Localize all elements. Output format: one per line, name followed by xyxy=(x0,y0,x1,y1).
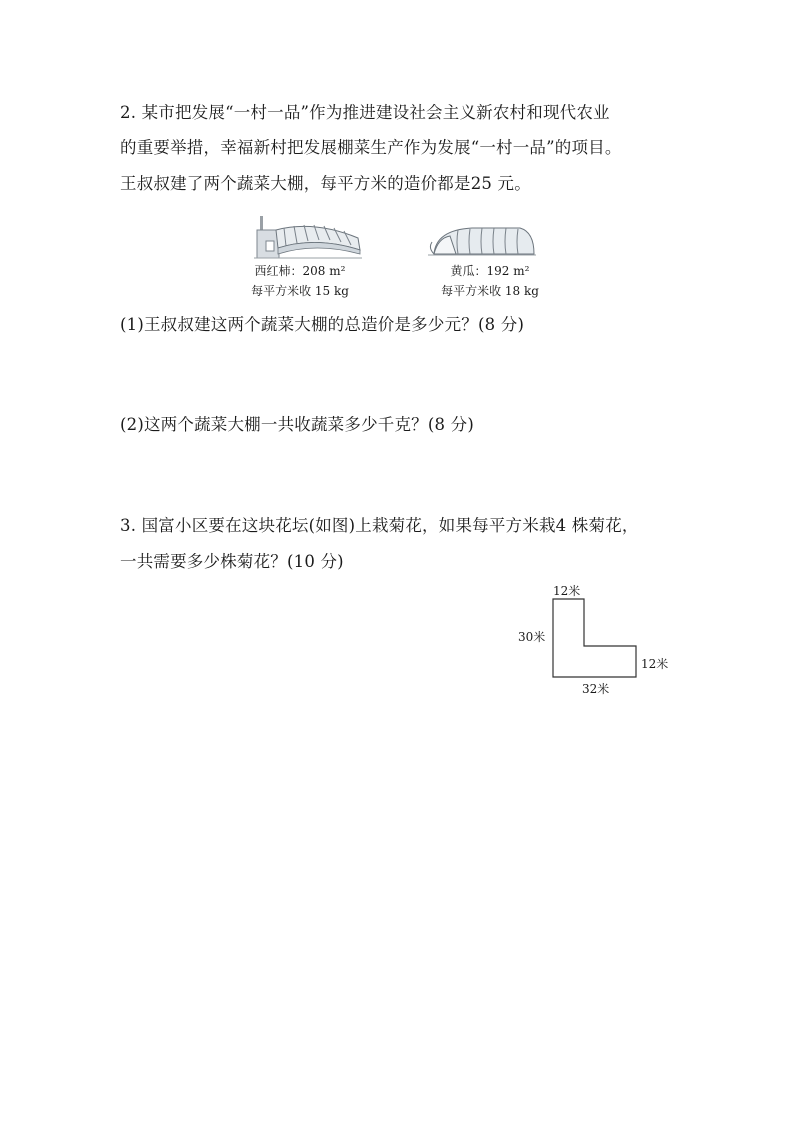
q2-text-line-2: 的重要举措，幸福新村把发展棚菜生产作为发展“一村一品”的项目。 xyxy=(120,138,622,157)
cucumber-area-caption: 黄瓜：192 m² xyxy=(450,264,530,278)
greenhouse-icon xyxy=(254,214,364,260)
top-width-label: 12米 xyxy=(553,584,581,598)
right-height-label: 12米 xyxy=(641,657,669,671)
l-shaped-flowerbed-diagram xyxy=(540,590,650,690)
greenhouse-icon xyxy=(428,222,538,258)
q2-sub-question-2: (2)这两个蔬菜大棚一共收蔬菜多少千克？(8 分) xyxy=(120,415,474,434)
left-height-label: 30米 xyxy=(518,630,546,644)
q3-text-line-2: 一共需要多少株菊花？(10 分) xyxy=(120,552,344,571)
tomato-area-caption: 西红柿：208 m² xyxy=(254,264,346,278)
cucumber-yield-caption: 每平方米收 18 kg xyxy=(441,284,539,298)
q3-text-line-1: 3. 国富小区要在这块花坛(如图)上栽菊花，如果每平方米栽4 株菊花， xyxy=(120,516,639,535)
tomato-yield-caption: 每平方米收 15 kg xyxy=(251,284,349,298)
q2-text-line-1: 2. 某市把发展“一村一品”作为推进建设社会主义新农村和现代农业 xyxy=(120,103,610,122)
q2-sub-question-1: (1)王叔叔建这两个蔬菜大棚的总造价是多少元？(8 分) xyxy=(120,315,525,334)
q2-text-line-3: 王叔叔建了两个蔬菜大棚，每平方米的造价都是25 元。 xyxy=(120,174,531,193)
bottom-width-label: 32米 xyxy=(582,682,610,696)
